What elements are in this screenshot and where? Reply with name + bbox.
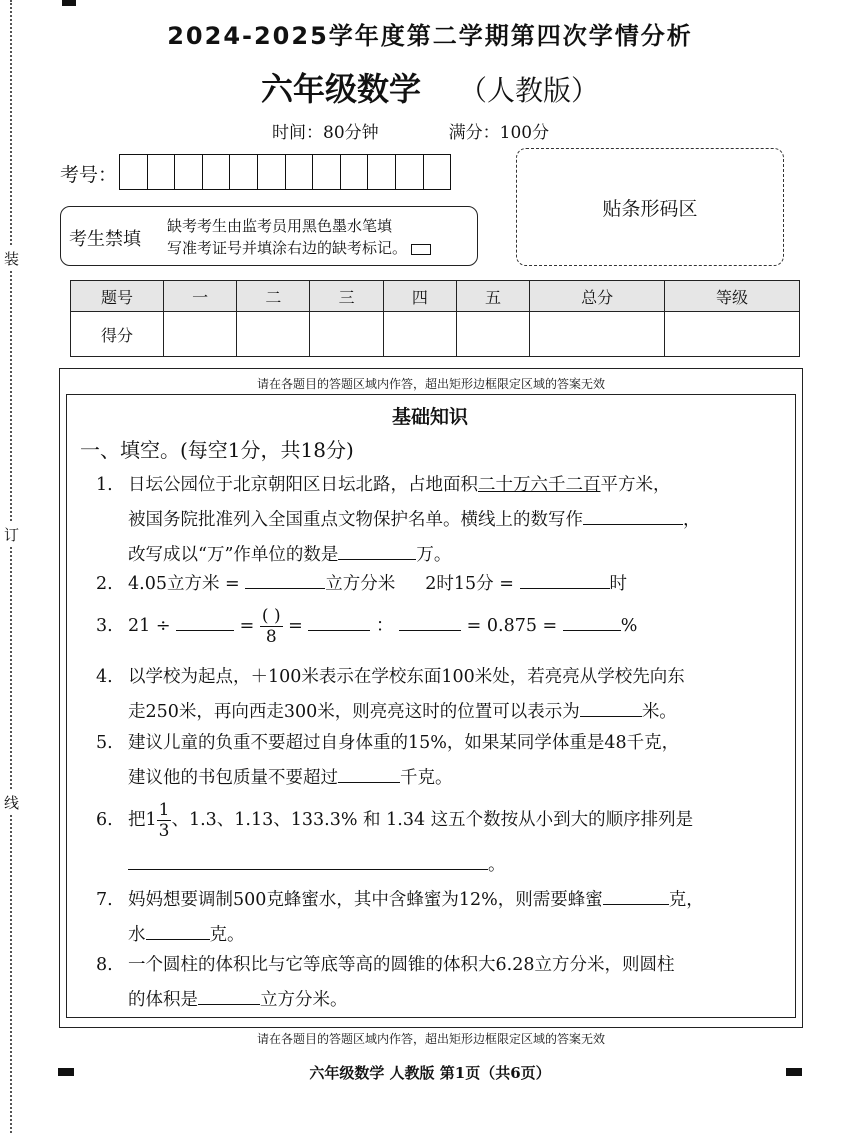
score-row-label: 得分 bbox=[71, 312, 164, 357]
mixed-number-whole: 1 bbox=[145, 810, 157, 830]
exam-number-digit-box[interactable] bbox=[229, 154, 258, 190]
answer-blank[interactable] bbox=[399, 608, 461, 631]
exam-number-digit-box[interactable] bbox=[174, 154, 203, 190]
answer-blank[interactable] bbox=[128, 847, 488, 870]
score-table-score-row bbox=[71, 312, 800, 357]
answer-blank[interactable] bbox=[176, 608, 234, 631]
question-4: 4. 以学校为起点，＋100米表示在学校东面100米处，若亮亮从学校先向东 走250米，再向西走300米，则亮亮这时的位置可以表示为 米。 bbox=[96, 667, 685, 722]
answer-blank[interactable] bbox=[520, 566, 610, 589]
score-table-header: 四 bbox=[383, 281, 456, 312]
score-cell[interactable] bbox=[456, 312, 529, 357]
answer-area-notice-top: 请在各题目的答题区域内作答，超出矩形边框限定区域的答案无效 bbox=[256, 377, 605, 391]
score-table-header: 二 bbox=[237, 281, 310, 312]
part-1-heading: 一、填空。(每空1分，共18分) bbox=[80, 438, 354, 462]
score-table bbox=[70, 280, 800, 357]
answer-blank[interactable] bbox=[563, 608, 621, 631]
no-fill-line-2: 写准考证号并填涂右边的缺考标记。 bbox=[167, 237, 431, 259]
score-cell[interactable] bbox=[310, 312, 383, 357]
exam-number-digit-box[interactable] bbox=[423, 154, 452, 190]
question-6: 6. 把1 $\frac{1}{3}$ 、1.3、1.13、133.3% 和 1.34 这五个数按从小到大的顺序排列是 。 bbox=[96, 800, 694, 875]
exam-number-digit-box[interactable] bbox=[285, 154, 314, 190]
question-5: 5. 建议儿童的负重不要超过自身体重的15%，如果某同学体重是48千克， 建议他的书包质量不要超过 千克。 bbox=[96, 733, 680, 788]
score-table-header: 题号 bbox=[71, 281, 164, 312]
score-table-header: 等级 bbox=[665, 281, 800, 312]
section-title: 基础知识 bbox=[391, 406, 468, 428]
score-cell[interactable] bbox=[164, 312, 237, 357]
barcode-label: 贴条形码区 bbox=[602, 197, 698, 220]
question-7: 7. 妈妈想要调制500克蜂蜜水，其中含蜂蜜为12%，则需要蜂蜜 克， 水 克。 bbox=[96, 882, 796, 952]
score-cell[interactable] bbox=[530, 312, 665, 357]
exam-number-digit-box[interactable] bbox=[119, 154, 148, 190]
binding-dotted-line bbox=[10, 0, 12, 1133]
edition-label: （人教版） bbox=[459, 74, 600, 107]
alignment-marker-top bbox=[62, 0, 76, 6]
score-table-header: 一 bbox=[164, 281, 237, 312]
absent-mark-checkbox[interactable] bbox=[411, 244, 431, 255]
exam-number-digit-box[interactable] bbox=[312, 154, 341, 190]
exam-info bbox=[272, 118, 549, 143]
answer-blank[interactable] bbox=[580, 694, 642, 717]
score-table-header: 五 bbox=[456, 281, 529, 312]
question-1: 1. 日坛公园位于北京朝阳区日坛北路，占地面积二十万六千二百平方米， 被国务院批准列入全国重点文物保护名单。横线上的数写作 ， 改写成以“万”作单位的数是 万。 bbox=[96, 475, 701, 565]
fraction: $\frac{1}{3}$ bbox=[158, 800, 170, 841]
exam-number-boxes[interactable] bbox=[120, 154, 451, 190]
question-3: 3. 21 ÷ = $\frac{( )}{8}$ = ： = 0.875 = % bbox=[96, 606, 638, 647]
score-cell[interactable] bbox=[237, 312, 310, 357]
question-8: 8. 一个圆柱的体积比与它等底等高的圆锥的体积大6.28立方分米，则圆柱 的体积是 立方分米。 bbox=[96, 955, 675, 1010]
question-2: 2. 4.05立方米 = 立方分米 2时15分 = 时 bbox=[96, 566, 796, 601]
page-footer: 六年级数学 人教版 第1页（共6页） bbox=[309, 1064, 551, 1082]
answer-blank[interactable] bbox=[245, 566, 325, 589]
answer-blank[interactable] bbox=[338, 760, 400, 783]
underlined-number: 二十万六千二百 bbox=[478, 475, 601, 495]
fraction: $\frac{( )}{8}$ bbox=[261, 606, 281, 647]
exam-number-digit-box[interactable] bbox=[147, 154, 176, 190]
exam-number-digit-box[interactable] bbox=[367, 154, 396, 190]
no-fill-line-1: 缺考考生由监考员用黑色墨水笔填 bbox=[167, 217, 393, 235]
binding-label-zhuang: 装 bbox=[4, 246, 19, 271]
no-fill-label: 考生禁填 bbox=[69, 229, 141, 250]
answer-blank[interactable] bbox=[146, 917, 210, 940]
score-table-header: 总分 bbox=[530, 281, 665, 312]
exam-title: 2024-2025学年度第二学期第四次学情分析 bbox=[167, 22, 693, 50]
exam-number-label: 考号： bbox=[60, 164, 118, 186]
exam-number-digit-box[interactable] bbox=[257, 154, 286, 190]
score-table-header-row bbox=[71, 281, 800, 312]
exam-number-digit-box[interactable] bbox=[202, 154, 231, 190]
score-cell[interactable] bbox=[383, 312, 456, 357]
exam-time: 时间：80分钟 bbox=[272, 123, 379, 143]
answer-blank[interactable] bbox=[198, 982, 260, 1005]
subject-name: 六年级数学 bbox=[260, 70, 421, 108]
no-fill-instructions bbox=[167, 215, 431, 259]
binding-label-xian: 线 bbox=[4, 790, 19, 815]
exam-number-digit-box[interactable] bbox=[340, 154, 369, 190]
no-fill-box bbox=[60, 206, 478, 266]
answer-blank[interactable] bbox=[583, 502, 683, 525]
answer-area-notice-bottom: 请在各题目的答题区域内作答，超出矩形边框限定区域的答案无效 bbox=[256, 1032, 605, 1046]
score-table-header: 三 bbox=[310, 281, 383, 312]
answer-blank[interactable] bbox=[603, 882, 669, 905]
barcode-area bbox=[516, 148, 784, 266]
exam-number-digit-box[interactable] bbox=[395, 154, 424, 190]
answer-blank[interactable] bbox=[338, 537, 416, 560]
binding-label-ding: 订 bbox=[4, 522, 19, 547]
score-cell[interactable] bbox=[665, 312, 800, 357]
answer-blank[interactable] bbox=[308, 608, 370, 631]
full-score: 满分：100分 bbox=[448, 123, 550, 143]
subject-title bbox=[0, 64, 860, 110]
